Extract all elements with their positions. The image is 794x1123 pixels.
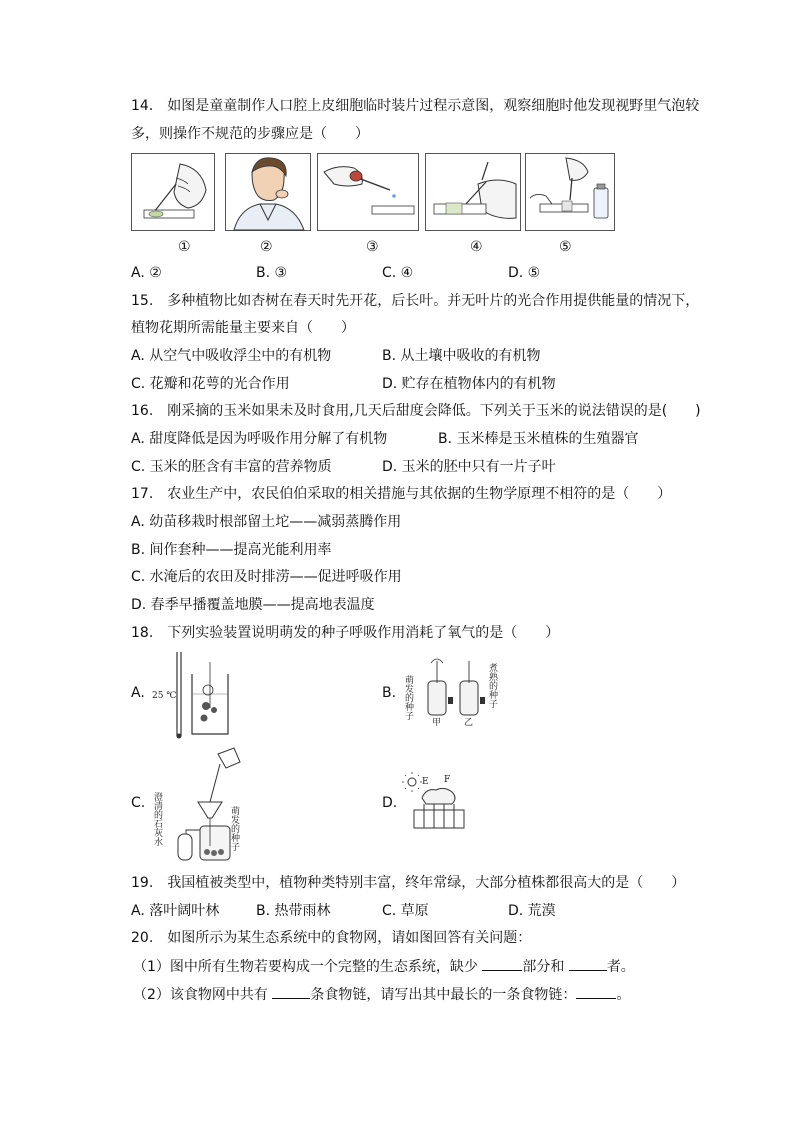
q20-part1-text-c: 者。 (606, 959, 635, 975)
q18-apparatus-b (403, 653, 516, 728)
q16-option-b[interactable]: B. 玉米棒是玉米植株的生殖器官 (438, 431, 639, 447)
q20-part1-text-b: 部分和 (522, 959, 569, 975)
q20-part1 (133, 956, 635, 977)
q14-step4-figure (425, 153, 521, 231)
q18-c-right-label: 萌发的种子 (229, 806, 239, 851)
q15-stem-line2: 植物花期所需能量主要来自（ ） (131, 320, 355, 336)
q20-blank-3[interactable] (272, 984, 310, 999)
q18-apparatus-a (150, 648, 234, 740)
q14-step-label-5: ⑤ (559, 239, 572, 255)
q18-option-a-label[interactable]: A. (131, 685, 145, 701)
q15-option-b[interactable]: B. 从土壤中吸收的有机物 (382, 348, 541, 364)
q18-b-right-label: 煮熟的种子 (487, 663, 497, 708)
q16-option-c[interactable]: C. 玉米的胚含有丰富的营养物质 (131, 459, 332, 475)
q20-blank-2[interactable] (569, 956, 607, 971)
q14-stem-line1: 14. 如图是童童制作人口腔上皮细胞临时装片过程示意图，观察细胞时他发现视野里气泡较 (131, 98, 700, 114)
q17-stem: 17. 农业生产中，农民伯伯采取的相关措施与其依据的生物学原理不相符的是（ ） (131, 486, 672, 502)
q15-option-a[interactable]: A. 从空气中吸收浮尘中的有机物 (131, 348, 332, 364)
q18-option-d-label[interactable]: D. (382, 795, 398, 811)
q19-stem: 19. 我国植被类型中，植物种类特别丰富，终年常绿，大部分植株都很高大的是（ ） (131, 875, 686, 891)
q19-option-a[interactable]: A. 落叶阔叶林 (131, 903, 220, 919)
q16-option-d[interactable]: D. 玉米的胚中只有一片子叶 (382, 459, 556, 475)
q18-option-b-label[interactable]: B. (382, 685, 397, 701)
q14-step2-figure (225, 153, 311, 231)
q18-apparatus-c (152, 746, 252, 864)
q18-a-temp-label: 25 ℃ (152, 691, 177, 701)
q20-part2-text-b: 条食物链，请写出其中最长的一条食物链： (310, 987, 577, 1003)
q14-step5-figure (525, 153, 615, 231)
q20-blank-1[interactable] (482, 956, 522, 971)
q19-option-d[interactable]: D. 荒漠 (508, 903, 556, 919)
q18-option-c-label[interactable]: C. (131, 795, 146, 811)
q18-c-left-label: 澄清的石灰水 (152, 792, 162, 846)
q20-part1-text-a: （1）图中所有生物若要构成一个完整的生态系统，缺少 (133, 959, 483, 975)
q19-option-c[interactable]: C. 草原 (382, 903, 429, 919)
q14-step1-figure (131, 153, 215, 231)
q20-stem: 20. 如图所示为某生态系统中的食物网，请如图回答有关问题： (131, 930, 532, 946)
q14-step-label-1: ① (178, 239, 191, 255)
q16-option-a[interactable]: A. 甜度降低是因为呼吸作用分解了有机物 (131, 431, 388, 447)
q18-d-label-e: E (422, 777, 429, 787)
q18-b-jar-right: 乙 (464, 718, 474, 728)
q19-option-b[interactable]: B. 热带雨林 (256, 903, 331, 919)
q18-b-left-label: 萌发的种子 (403, 675, 413, 720)
q18-apparatus-d (404, 770, 470, 834)
q18-b-jar-left: 甲 (432, 718, 442, 728)
q14-option-a[interactable]: A. ② (131, 265, 162, 281)
q14-step4-drawing (426, 154, 520, 230)
q17-option-d[interactable]: D. 春季早播覆盖地膜——提高地表温度 (131, 597, 375, 613)
q20-blank-4[interactable] (576, 984, 616, 999)
q14-stem-line2: 多，则操作不规范的步骤应是（ ） (131, 126, 369, 142)
q20-part2 (133, 984, 630, 1005)
q17-option-c[interactable]: C. 水淹后的农田及时排涝——促进呼吸作用 (131, 569, 402, 585)
q18-d-label-f: F (444, 775, 451, 785)
q17-option-b[interactable]: B. 间作套种——提高光能利用率 (131, 542, 332, 558)
q14-step5-drawing (526, 154, 614, 230)
q14-step3-drawing (318, 154, 418, 230)
q14-step2-drawing (226, 154, 310, 230)
q17-option-a[interactable]: A. 幼苗移栽时根部留土坨——减弱蒸腾作用 (131, 514, 402, 530)
q14-step3-figure (317, 153, 419, 231)
q20-part2-text-a: （2）该食物网中共有 (133, 987, 273, 1003)
q16-stem: 16. 刚采摘的玉米如果未及时食用,几天后甜度会降低。下列关于玉米的说法错误的是( ) (131, 403, 701, 419)
q15-option-d[interactable]: D. 贮存在植物体内的有机物 (382, 376, 556, 392)
q14-step-label-2: ② (260, 239, 273, 255)
q18-stem: 18. 下列实验装置说明萌发的种子呼吸作用消耗了氧气的是（ ） (131, 625, 560, 641)
q14-option-b[interactable]: B. ③ (256, 265, 288, 281)
q20-part2-text-c: 。 (616, 987, 631, 1003)
q15-stem-line1: 15. 多种植物比如杏树在春天时先开花，后长叶。并无叶片的光合作用提供能量的情况下， (131, 293, 700, 309)
q14-step-label-3: ③ (366, 239, 379, 255)
q14-option-d[interactable]: D. ⑤ (508, 265, 541, 281)
q14-step1-drawing (132, 154, 214, 230)
q14-step-label-4: ④ (470, 239, 483, 255)
q15-option-c[interactable]: C. 花瓣和花萼的光合作用 (131, 376, 290, 392)
q14-option-c[interactable]: C. ④ (382, 265, 414, 281)
